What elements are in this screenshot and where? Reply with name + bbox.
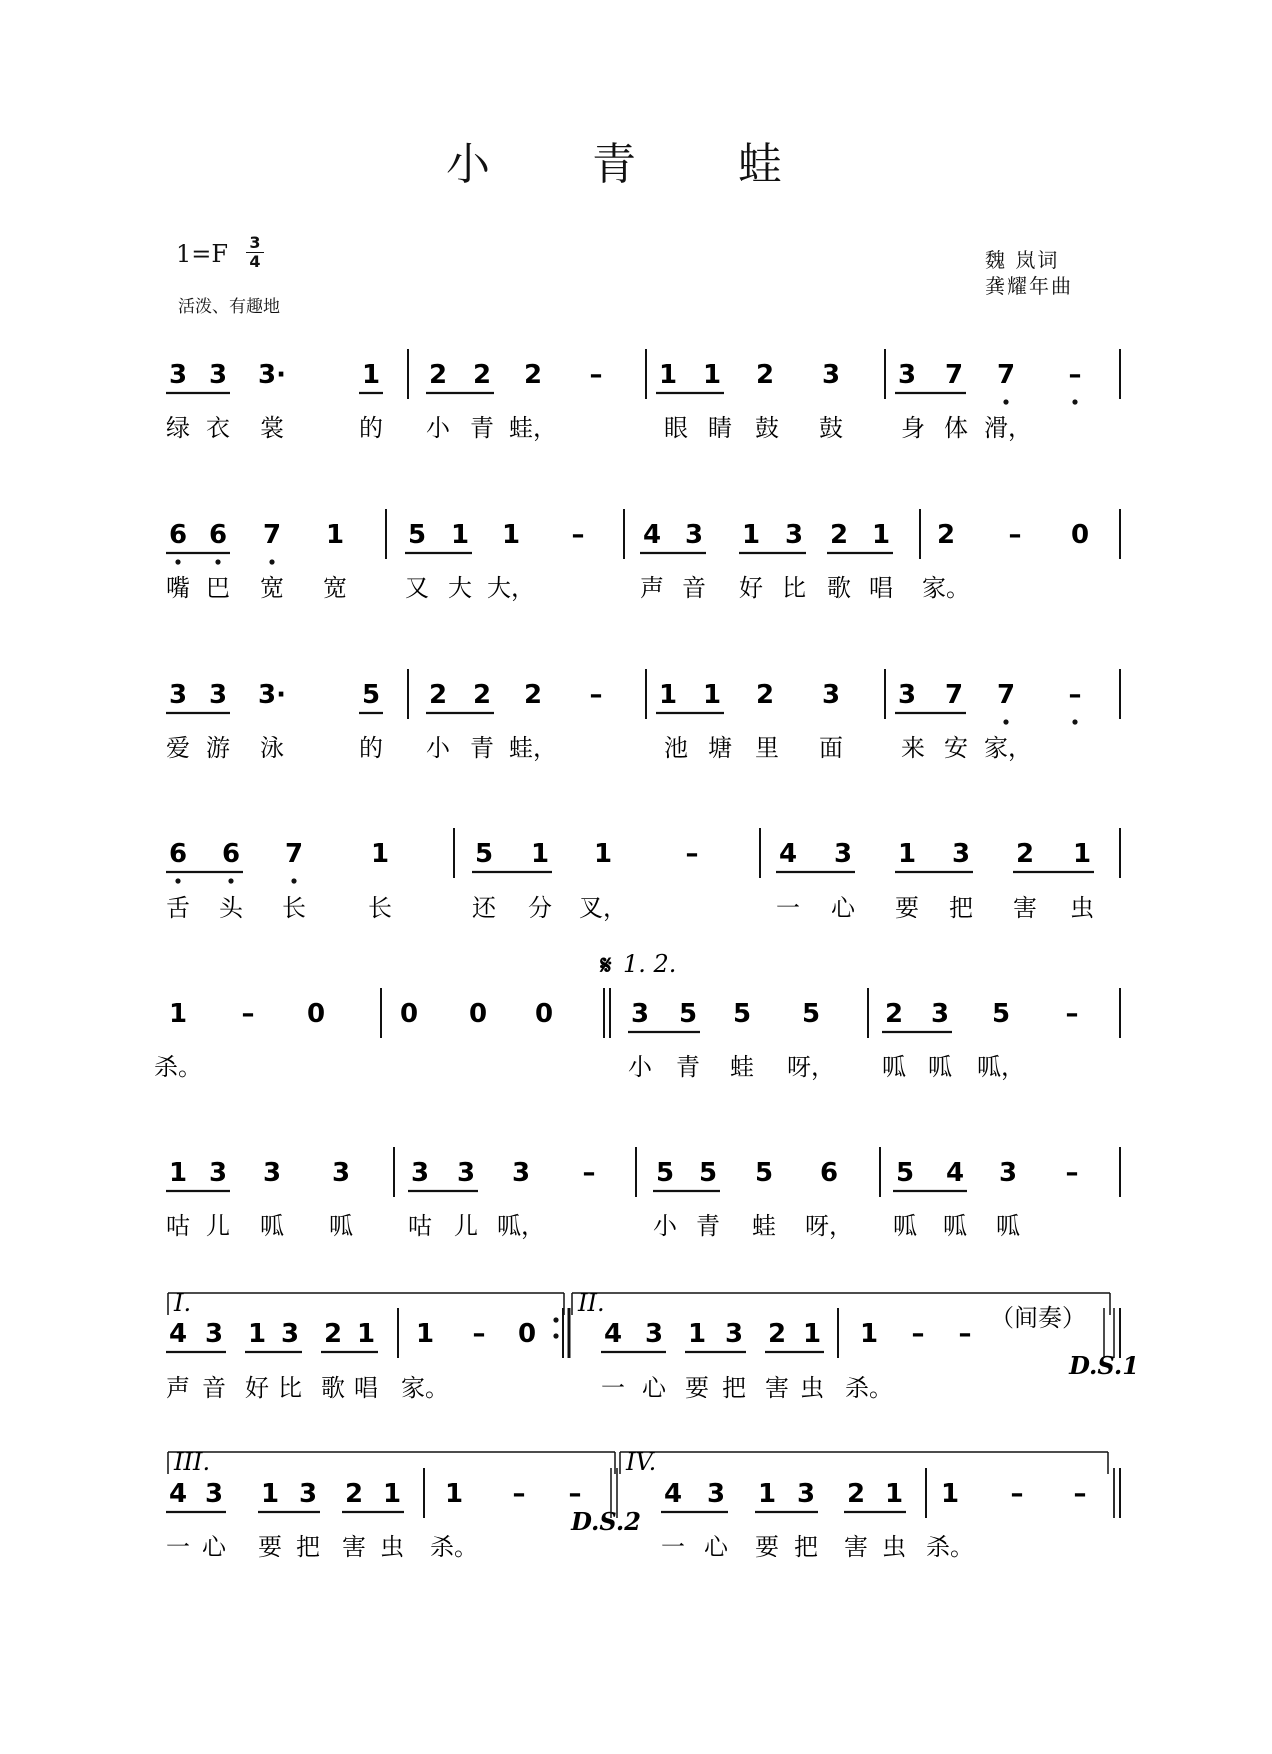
repeat-dot <box>553 1333 558 1338</box>
lyric: 池 <box>664 734 688 762</box>
lyric: 家， <box>984 734 1032 762</box>
note: 2 <box>323 1319 343 1349</box>
lyric: 小 <box>426 734 450 762</box>
note: 1 <box>415 1319 435 1349</box>
note: 1 <box>757 1479 777 1509</box>
lyric: 杀。 <box>430 1533 478 1561</box>
note: 1 <box>370 839 390 869</box>
lyric: 好 <box>739 574 763 602</box>
lyric: 分 <box>528 894 552 922</box>
lyric: 呱， <box>497 1212 545 1240</box>
note: 4 <box>168 1479 188 1509</box>
lyric: 小 <box>426 414 450 442</box>
lyric: 小 <box>628 1053 652 1081</box>
note: 1 <box>501 520 521 550</box>
lyric: 面 <box>819 734 843 762</box>
lyric: 杀。 <box>926 1533 974 1561</box>
note: 7 <box>944 360 964 390</box>
time-signature-bottom: 4 <box>246 252 264 271</box>
note: 1 <box>658 680 678 710</box>
note: 3 <box>784 520 804 550</box>
low-octave-dot <box>1003 719 1008 724</box>
lyric: 呱， <box>977 1053 1025 1081</box>
lyric: 游 <box>206 734 230 762</box>
note: – <box>911 1319 925 1349</box>
lyric: 歌 <box>321 1374 345 1402</box>
lyric: 舌 <box>166 894 190 922</box>
note: 2 <box>523 680 543 710</box>
note: – <box>1068 680 1082 710</box>
note: 4 <box>663 1479 683 1509</box>
lyric: 心 <box>642 1374 666 1402</box>
note: – <box>589 680 603 710</box>
low-octave-dot <box>1003 399 1008 404</box>
low-octave-dot <box>269 559 274 564</box>
note: 3 <box>796 1479 816 1509</box>
note: 2 <box>846 1479 866 1509</box>
lyric: 虫 <box>800 1374 824 1402</box>
tempo-marking: 活泼、有趣地 <box>178 297 280 317</box>
note: 3 <box>684 520 704 550</box>
low-octave-dot <box>1072 719 1077 724</box>
note: 4 <box>945 1158 965 1188</box>
note: 3 <box>456 1158 476 1188</box>
note: 1 <box>702 680 722 710</box>
note: 5 <box>895 1158 915 1188</box>
note: 2 <box>829 520 849 550</box>
lyric: 鼓 <box>755 414 779 442</box>
note: 2 <box>472 680 492 710</box>
note: – <box>1073 1479 1087 1509</box>
note: 5 <box>698 1158 718 1188</box>
lyric: 一 <box>661 1533 685 1561</box>
note: – <box>582 1158 596 1188</box>
volta-label: I. <box>174 1289 192 1317</box>
note: 2 <box>884 999 904 1029</box>
lyric: 把 <box>296 1533 320 1561</box>
lyric: 呱 <box>893 1212 917 1240</box>
note: 1 <box>687 1319 707 1349</box>
note: – <box>1008 520 1022 550</box>
lyric: 害 <box>1013 894 1037 922</box>
note: 1 <box>382 1479 402 1509</box>
lyric: 一 <box>166 1533 190 1561</box>
note: 6 <box>221 839 241 869</box>
note: 4 <box>603 1319 623 1349</box>
lyric: 蛙， <box>509 734 557 762</box>
note: 1 <box>444 1479 464 1509</box>
note: 2 <box>767 1319 787 1349</box>
lyric: 里 <box>755 734 779 762</box>
lyric: 呱 <box>260 1212 284 1240</box>
low-octave-dot <box>175 878 180 883</box>
volta-label: III. <box>174 1448 211 1476</box>
note: 7 <box>262 520 282 550</box>
lyric: 鼓 <box>819 414 843 442</box>
lyric: 一 <box>601 1374 625 1402</box>
note: 6 <box>168 839 188 869</box>
lyric: 呀， <box>805 1212 853 1240</box>
note: 3 <box>930 999 950 1029</box>
lyric: 唱 <box>869 574 893 602</box>
note: 1 <box>940 1479 960 1509</box>
note: – <box>1010 1479 1024 1509</box>
lyric: 害 <box>765 1374 789 1402</box>
note: – <box>571 520 585 550</box>
lyric: 要 <box>258 1533 282 1561</box>
lyric: 要 <box>895 894 919 922</box>
note: – <box>685 839 699 869</box>
lyric: 呱 <box>943 1212 967 1240</box>
note: 1 <box>356 1319 376 1349</box>
lyric: 家。 <box>401 1374 449 1402</box>
note: 1 <box>361 360 381 390</box>
lyric: 宽 <box>260 574 284 602</box>
lyric: 长 <box>282 894 306 922</box>
lyric: 衣 <box>206 414 230 442</box>
lyric: 蛙 <box>730 1053 754 1081</box>
note: 6 <box>168 520 188 550</box>
note: 6 <box>819 1158 839 1188</box>
note: 5 <box>801 999 821 1029</box>
note: – <box>1065 1158 1079 1188</box>
note: 1 <box>871 520 891 550</box>
lyric: 的 <box>359 734 383 762</box>
lyric: 青 <box>676 1053 700 1081</box>
lyric: 蛙 <box>752 1212 776 1240</box>
note: 3 <box>280 1319 300 1349</box>
note: 3 <box>897 680 917 710</box>
note: 0 <box>468 999 488 1029</box>
note: 1 <box>702 360 722 390</box>
note: 1 <box>530 839 550 869</box>
note: 3 <box>168 360 188 390</box>
note: 1 <box>1072 839 1092 869</box>
lyric: 嘴 <box>166 574 190 602</box>
note: 3 <box>630 999 650 1029</box>
note: 0 <box>1070 520 1090 550</box>
lyric: 咕 <box>408 1212 432 1240</box>
note: 3 <box>706 1479 726 1509</box>
lyric: 声 <box>640 574 664 602</box>
lyric: 音 <box>682 574 706 602</box>
lyric: 把 <box>722 1374 746 1402</box>
low-octave-dot <box>228 878 233 883</box>
note: 3 <box>168 680 188 710</box>
note: 3 <box>298 1479 318 1509</box>
note: 1 <box>658 360 678 390</box>
low-octave-dot <box>291 878 296 883</box>
note: 3 <box>208 360 228 390</box>
note: 0 <box>534 999 554 1029</box>
note: – <box>1065 999 1079 1029</box>
lyric: 唱 <box>354 1374 378 1402</box>
note: 2 <box>428 680 448 710</box>
note: 7 <box>284 839 304 869</box>
lyric: 害 <box>844 1533 868 1561</box>
note: 1 <box>593 839 613 869</box>
time-signature-top: 3 <box>249 233 261 252</box>
lyric: 把 <box>949 894 973 922</box>
lyric: 青 <box>470 734 494 762</box>
note: 3 <box>511 1158 531 1188</box>
note: – <box>568 1479 582 1509</box>
note: 3 <box>833 839 853 869</box>
lyric: 心 <box>202 1533 226 1561</box>
lyric: 虫 <box>1070 894 1094 922</box>
note: 3· <box>258 360 286 390</box>
lyric: 塘 <box>708 734 732 762</box>
lyricist-credit: 魏 岚词 <box>985 248 1060 272</box>
note: 7 <box>996 360 1016 390</box>
lyric: 杀。 <box>154 1053 202 1081</box>
note: 4 <box>778 839 798 869</box>
volta-label: IV. <box>626 1448 657 1476</box>
note: 2 <box>344 1479 364 1509</box>
lyric: 蛙， <box>509 414 557 442</box>
lyric: 宽 <box>323 574 347 602</box>
note: 0 <box>517 1319 537 1349</box>
note: 3· <box>258 680 286 710</box>
interlude-label: （间奏） <box>990 1304 1086 1332</box>
note: 1 <box>802 1319 822 1349</box>
note: 2 <box>755 360 775 390</box>
lyric: 呱 <box>928 1053 952 1081</box>
lyric: 要 <box>685 1374 709 1402</box>
repeat-dot <box>553 1317 558 1322</box>
lyric: 的 <box>359 414 383 442</box>
lyric: 呀， <box>787 1053 835 1081</box>
note: 3 <box>331 1158 351 1188</box>
note: 1 <box>325 520 345 550</box>
note: 6 <box>208 520 228 550</box>
note: 3 <box>644 1319 664 1349</box>
note: 3 <box>998 1158 1018 1188</box>
note: 2 <box>472 360 492 390</box>
volta-label: II. <box>578 1289 605 1317</box>
lyric: 家。 <box>922 574 970 602</box>
lyric: 好 <box>245 1374 269 1402</box>
song-title: 小 青 蛙 <box>446 139 826 190</box>
lyric: 把 <box>794 1533 818 1561</box>
note: 2 <box>1015 839 1035 869</box>
note: 3 <box>204 1479 224 1509</box>
note: 3 <box>410 1158 430 1188</box>
lyric: 大 <box>448 574 472 602</box>
lyric: 裳 <box>260 414 284 442</box>
note: 3 <box>951 839 971 869</box>
segno-ending-label: 1. 2. <box>623 950 677 978</box>
lyric: 巴 <box>206 574 230 602</box>
lyric: 还 <box>472 894 496 922</box>
note: 5 <box>407 520 427 550</box>
lyric: 安 <box>944 734 968 762</box>
lyric: 歌 <box>827 574 851 602</box>
lyric: 叉， <box>579 894 627 922</box>
note: – <box>1068 360 1082 390</box>
lyric: 咕 <box>166 1212 190 1240</box>
note: 1 <box>260 1479 280 1509</box>
lyric: 滑， <box>984 414 1032 442</box>
lyric: 泳 <box>260 734 284 762</box>
note: 7 <box>996 680 1016 710</box>
note: 7 <box>944 680 964 710</box>
note: 2 <box>936 520 956 550</box>
note: 1 <box>859 1319 879 1349</box>
low-octave-dot <box>175 559 180 564</box>
lyric: 眼 <box>664 414 688 442</box>
lyric: 长 <box>368 894 392 922</box>
note: – <box>958 1319 972 1349</box>
note: 3 <box>821 680 841 710</box>
lyric: 音 <box>202 1374 226 1402</box>
note: 2 <box>755 680 775 710</box>
lyric: 身 <box>901 414 925 442</box>
lyric: 心 <box>704 1533 728 1561</box>
note: 3 <box>724 1319 744 1349</box>
lyric: 虫 <box>380 1533 404 1561</box>
note: 1 <box>450 520 470 550</box>
lyric: 呱 <box>882 1053 906 1081</box>
note: 1 <box>884 1479 904 1509</box>
note: 3 <box>204 1319 224 1349</box>
lyric: 小 <box>653 1212 677 1240</box>
lyric: 虫 <box>882 1533 906 1561</box>
ds2-mark: D.S.2 <box>571 1507 641 1536</box>
note: 3 <box>821 360 841 390</box>
lyric: 比 <box>278 1374 302 1402</box>
lyric: 害 <box>342 1533 366 1561</box>
note: 1 <box>168 999 188 1029</box>
lyric: 爱 <box>166 734 190 762</box>
note: 1 <box>247 1319 267 1349</box>
ds1-mark: D.S.1 <box>1069 1351 1139 1380</box>
note: 5 <box>754 1158 774 1188</box>
composer-credit: 龚耀年曲 <box>985 274 1073 298</box>
lyric: 大， <box>487 574 535 602</box>
lyric: 呱 <box>996 1212 1020 1240</box>
lyric: 睛 <box>708 414 732 442</box>
note: 1 <box>741 520 761 550</box>
lyric: 来 <box>901 734 925 762</box>
lyric: 头 <box>219 894 243 922</box>
lyric: 体 <box>944 414 968 442</box>
note: – <box>512 1479 526 1509</box>
note: 3 <box>208 1158 228 1188</box>
lyric: 心 <box>831 894 855 922</box>
note: 1 <box>168 1158 188 1188</box>
note: 2 <box>428 360 448 390</box>
lyric: 又 <box>405 574 429 602</box>
lyric: 呱 <box>329 1212 353 1240</box>
note: – <box>472 1319 486 1349</box>
lyric: 儿 <box>206 1212 230 1240</box>
note: 5 <box>474 839 494 869</box>
lyric: 一 <box>776 894 800 922</box>
lyric: 青 <box>470 414 494 442</box>
lyric: 声 <box>166 1374 190 1402</box>
note: 5 <box>991 999 1011 1029</box>
note: 1 <box>897 839 917 869</box>
key-signature: 1=F <box>176 240 229 268</box>
note: – <box>589 360 603 390</box>
note: 5 <box>732 999 752 1029</box>
lyric: 要 <box>755 1533 779 1561</box>
note: 5 <box>678 999 698 1029</box>
note: 0 <box>399 999 419 1029</box>
note: 2 <box>523 360 543 390</box>
note: 3 <box>897 360 917 390</box>
note: 5 <box>361 680 381 710</box>
lyric: 杀。 <box>845 1374 893 1402</box>
note: 3 <box>262 1158 282 1188</box>
segno-sign: 𝄋 <box>600 951 612 981</box>
lyric: 青 <box>696 1212 720 1240</box>
note: 4 <box>642 520 662 550</box>
lyric: 儿 <box>454 1212 478 1240</box>
note: – <box>241 999 255 1029</box>
low-octave-dot <box>1072 399 1077 404</box>
note: 5 <box>655 1158 675 1188</box>
note: 0 <box>306 999 326 1029</box>
note: 3 <box>208 680 228 710</box>
lyric: 绿 <box>166 414 190 442</box>
lyric: 比 <box>782 574 806 602</box>
low-octave-dot <box>215 559 220 564</box>
note: 4 <box>168 1319 188 1349</box>
